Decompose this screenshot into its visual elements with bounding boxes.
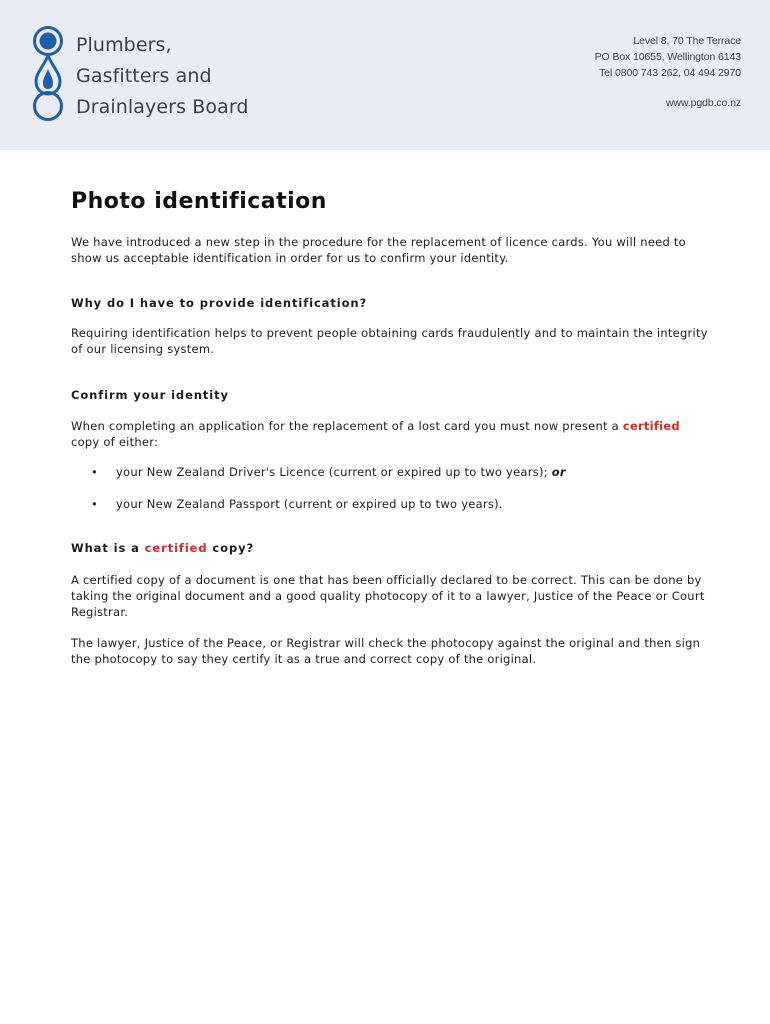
bullet-icon: •: [91, 465, 99, 479]
page-title: Photo identification: [71, 189, 327, 214]
letterhead: [0, 0, 770, 150]
address-line-1: Level 8, 70 The Terrace: [633, 35, 741, 47]
heading-confirm-identity: Confirm your identity: [71, 388, 229, 402]
confirm-text-after: copy of either:: [71, 435, 159, 449]
contact-address: [595, 33, 741, 111]
heading-why-identification: Why do I have to provide identification?: [71, 296, 368, 310]
list-item: [71, 496, 711, 512]
option-text: your New Zealand Passport (current or expired up to two years).: [116, 497, 503, 511]
heading-certified-copy: [71, 541, 711, 555]
intro-paragraph: We have introduced a new step in the procedure for the replacement of licence cards. You will need to show us acceptable identification in order for us to confirm your identity.: [71, 235, 686, 265]
bullet-icon: •: [91, 497, 99, 511]
address-line-3: Tel 0800 743 262, 04 494 2970: [599, 67, 741, 79]
document-body: [71, 189, 711, 667]
heading-text-after: copy?: [212, 541, 255, 555]
certified-highlight: certified: [622, 419, 680, 433]
org-name-line-2: Gasfitters and: [76, 65, 212, 87]
confirm-text-before: When completing an application for the replacement of a lost card you must now present a: [71, 419, 619, 433]
option-suffix: or: [551, 465, 566, 479]
why-paragraph: Requiring identification helps to prevent people obtaining cards fraudulently and to maintain the integrity of our licensing system.: [71, 326, 708, 356]
organization-name: [76, 30, 249, 123]
certified-highlight: certified: [144, 541, 208, 555]
confirm-paragraph: [71, 418, 711, 450]
list-item: [71, 464, 711, 480]
address-line-2: PO Box 10655, Wellington 6143: [594, 51, 741, 63]
pgdb-logo-icon: [30, 24, 70, 124]
heading-text-before: What is a: [71, 541, 140, 555]
website-link[interactable]: www.pgdb.co.nz: [665, 97, 741, 109]
org-name-line-3: Drainlayers Board: [76, 96, 249, 118]
id-options-list: [71, 464, 711, 512]
certified-paragraph-1: A certified copy of a document is one that has been officially declared to be correct. This can be done by taking the original document and a good quality photocopy of it to a lawyer, Justice of the Peace or Court Registrar.: [71, 573, 705, 619]
org-name-line-1: Plumbers,: [76, 34, 172, 56]
certified-paragraph-2: The lawyer, Justice of the Peace, or Registrar will check the photocopy against the original and then sign the photocopy to say they certify it as a true and correct copy of the original.: [71, 636, 701, 666]
option-text: your New Zealand Driver's Licence (current or expired up to two years);: [116, 465, 548, 479]
